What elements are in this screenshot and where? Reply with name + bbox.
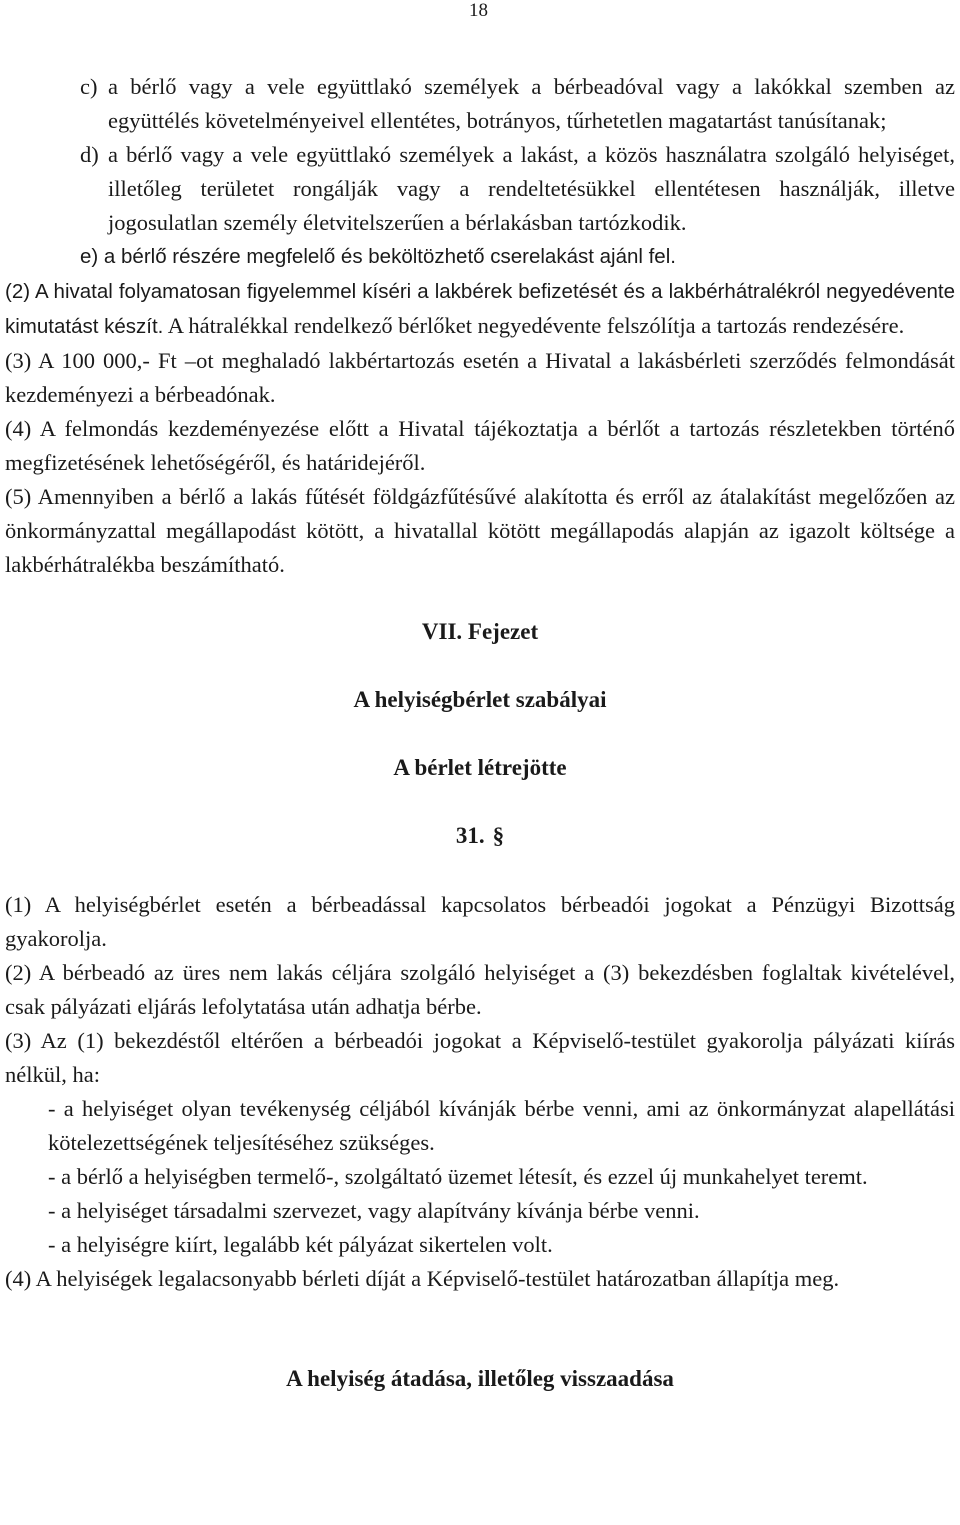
section-31-paragraph-4: (4) A helyiségek legalacsonyabb bérleti díját a Képviselő-testület határozatban állapítja meg. [5,1266,840,1291]
section-31-paragraph-2: (2) A bérbeadó az üres nem lakás céljára szolgáló helyiséget a (3) bekezdésben foglaltak kivételével, csak pályázati eljárás lefolytatása után adhatja bérbe. [5,960,955,1019]
list-item-text: a bérlő vagy a vele együttlakó személyek a lakást, a közös használatra szolgáló helyiséget, illetőleg területet rongálják vagy a rendeltetésükkel ellentétesen használják, illetve jogosulatlan személy életvitelszerűen a bérlakásban tartózkodik. [108,142,955,235]
list-item-c [5,70,955,138]
dash-item: - a bérlő a helyiségben termelő-, szolgáltató üzemet létesít, és ezzel új munkahelyet teremt. [48,1164,868,1189]
paragraph-3: (3) A 100 000,- Ft –ot meghaladó lakbértartozás esetén a Hivatal a lakásbérleti szerződés felmondását kezdeményezi a bérbeadónak. [5,348,955,407]
list-item-label: d) [80,142,99,167]
list-item-text: a bérlő vagy a vele együttlakó személyek a bérbeadóval vagy a lakókkal szemben az együttélés követelményeivel ellentétes, botrányos, tűrhetetlen magatartást tanúsítanak; [108,74,955,133]
paragraph-2 [5,274,955,344]
section-subtitle: A bérlet létrejötte [393,755,567,780]
dash-item: - a helyiséget olyan tevékenység céljából kívánják bérbe venni, ami az önkormányzat alapellátási kötelezettségének teljesítéséhez szükséges. [48,1096,955,1155]
dash-item: - a helyiséget társadalmi szervezet, vagy alapítvány kívánja bérbe venni. [48,1198,700,1223]
chapter-heading: VII. Fejezet [421,619,539,644]
list-item-label: c) [80,74,98,99]
paragraph-2-part1: (2) A hivatal folyamatosan figyelemmel kíséri a lakbérek befizetését és a lakbérhátralékról negyedévente kimutatást készít. [5,280,955,338]
dash-item: - a helyiségre kiírt, legalább két pályázat sikertelen volt. [48,1232,553,1257]
section-31-paragraph-3: (3) Az (1) bekezdéstől eltérően a bérbeadói jogokat a Képviselő-testület gyakorolja pályázati kiírás nélkül, ha: [5,1028,955,1087]
section-31-paragraph-1: (1) A helyiségbérlet esetén a bérbeadással kapcsolatos bérbeadói jogokat a Pénzügyi Bizottság gyakorolja. [5,892,955,951]
final-heading: A helyiség átadása, illetőleg visszaadása [286,1366,674,1391]
document-body [5,70,955,1396]
paragraph-4: (4) A felmondás kezdeményezése előtt a Hivatal tájékoztatja a bérlőt a tartozás részletekben történő megfizetésének lehetőségéről, és határidejéről. [5,416,955,475]
section-heading [5,819,955,853]
paragraph-2-part2: A hátralékkal rendelkező bérlőket negyedévente felszólítja a tartozás rendezésére. [167,313,905,338]
chapter-title: A helyiségbérlet szabályai [353,687,607,712]
section-number: 31. [455,823,485,848]
section-sign: § [492,823,505,848]
paragraph-5: (5) Amennyiben a bérlő a lakás fűtését földgázfűtésűvé alakította és erről az átalakítást megelőzően az önkormányzattal megállapodást kötött, a hivatallal kötött megállapodás alapján az igazolt költsége a lakbérhátralékba beszámítható. [5,484,955,577]
list-item-e: e) a bérlő részére megfelelő és beköltözhető cserelakást ajánl fel. [80,245,676,268]
list-item-d [5,138,955,240]
page-number: 18 [469,0,488,21]
